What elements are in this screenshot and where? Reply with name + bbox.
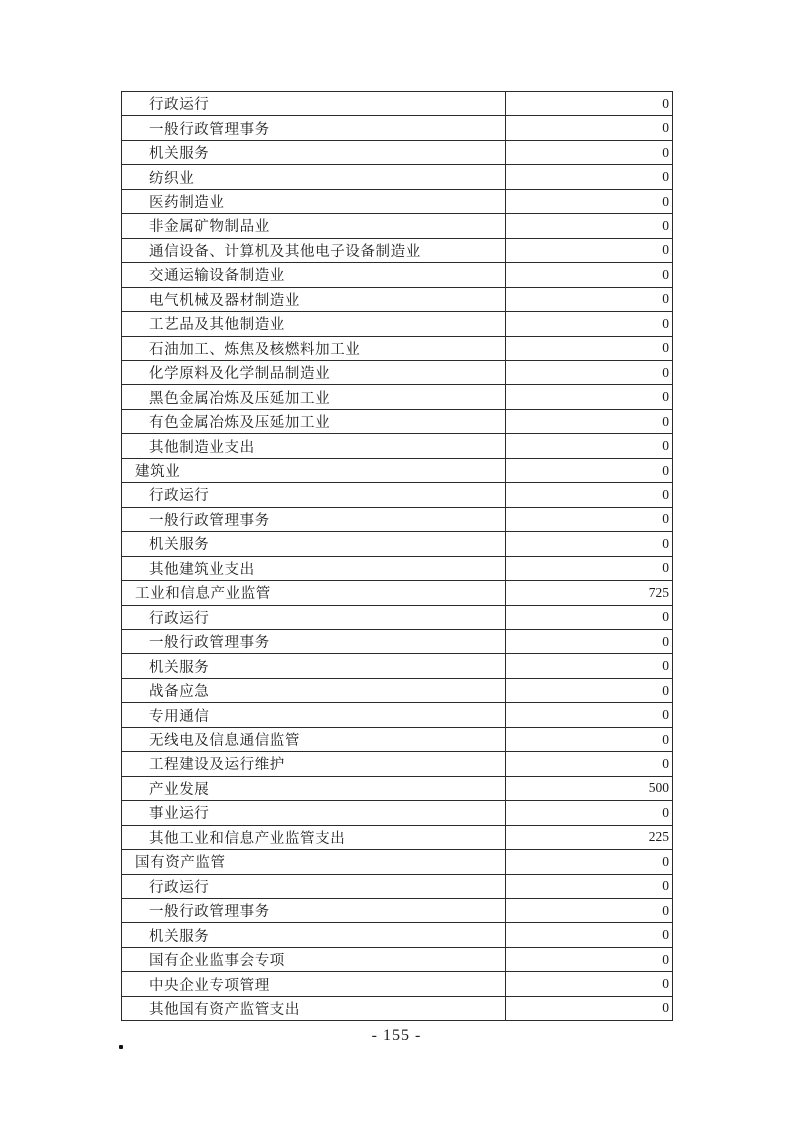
amount-cell: 0 [662, 266, 669, 282]
table-row [122, 972, 672, 996]
category-cell: 战备应急 [122, 679, 506, 702]
category-cell: 行政运行 [122, 483, 506, 506]
category-cell: 其他工业和信息产业监管支出 [122, 826, 506, 849]
category-cell: 一般行政管理事务 [122, 508, 506, 531]
amount-cell: 0 [662, 169, 669, 185]
amount-cell: 0 [662, 535, 669, 551]
category-cell: 行政运行 [122, 875, 506, 898]
table-row [122, 581, 672, 605]
amount-cell: 0 [662, 438, 669, 454]
table-row [122, 92, 672, 116]
table-row [122, 801, 672, 825]
category-cell: 机关服务 [122, 141, 506, 164]
category-cell: 建筑业 [122, 459, 506, 482]
category-cell: 机关服务 [122, 654, 506, 677]
category-cell: 行政运行 [122, 606, 506, 629]
amount-cell: 0 [662, 927, 669, 943]
category-cell: 事业运行 [122, 801, 506, 824]
amount-cell: 0 [662, 731, 669, 747]
category-cell: 工程建设及运行维护 [122, 752, 506, 775]
table-row [122, 116, 672, 140]
category-cell: 有色金属冶炼及压延加工业 [122, 410, 506, 433]
amount-cell: 0 [662, 193, 669, 209]
amount-cell: 0 [662, 560, 669, 576]
category-cell: 国有企业监事会专项 [122, 948, 506, 971]
table-row [122, 288, 672, 312]
table-row [122, 361, 672, 385]
scan-artifact-dot [119, 1045, 123, 1049]
table-row [122, 410, 672, 434]
amount-cell: 0 [662, 658, 669, 674]
table-row [122, 654, 672, 678]
table-row [122, 826, 672, 850]
amount-cell: 0 [662, 878, 669, 894]
table-row [122, 899, 672, 923]
category-cell: 交通运输设备制造业 [122, 263, 506, 286]
amount-cell: 0 [662, 242, 669, 258]
table-row [122, 385, 672, 409]
category-cell: 其他制造业支出 [122, 434, 506, 457]
page-number: - 155 - [371, 1027, 422, 1044]
amount-cell: 0 [662, 633, 669, 649]
table-row [122, 948, 672, 972]
budget-expenditure-table [121, 91, 673, 1021]
amount-cell: 0 [662, 364, 669, 380]
amount-cell: 0 [662, 462, 669, 478]
category-cell: 中央企业专项管理 [122, 972, 506, 995]
category-cell: 石油加工、炼焦及核燃料加工业 [122, 337, 506, 360]
amount-cell: 0 [662, 804, 669, 820]
amount-cell: 0 [662, 340, 669, 356]
table-row [122, 679, 672, 703]
amount-cell: 0 [662, 853, 669, 869]
amount-cell: 225 [648, 829, 669, 845]
amount-cell: 0 [662, 217, 669, 233]
table-row [122, 508, 672, 532]
table-row [122, 728, 672, 752]
category-cell: 机关服务 [122, 923, 506, 946]
amount-cell: 0 [662, 511, 669, 527]
amount-cell: 0 [662, 707, 669, 723]
amount-cell: 0 [662, 291, 669, 307]
table-row [122, 459, 672, 483]
amount-cell: 0 [662, 755, 669, 771]
table-row [122, 997, 672, 1020]
table-row [122, 606, 672, 630]
category-cell: 一般行政管理事务 [122, 899, 506, 922]
category-cell: 其他建筑业支出 [122, 557, 506, 580]
table-row [122, 483, 672, 507]
table-row [122, 777, 672, 801]
table-row [122, 214, 672, 238]
amount-cell: 0 [662, 413, 669, 429]
table-row [122, 630, 672, 654]
category-cell: 医药制造业 [122, 190, 506, 213]
amount-cell: 725 [648, 584, 669, 600]
table-row [122, 263, 672, 287]
table-row [122, 752, 672, 776]
table-row [122, 239, 672, 263]
category-cell: 非金属矿物制品业 [122, 214, 506, 237]
table-row [122, 923, 672, 947]
amount-cell: 0 [662, 120, 669, 136]
category-cell: 国有资产监管 [122, 850, 506, 873]
table-row [122, 703, 672, 727]
category-cell: 专用通信 [122, 703, 506, 726]
table-row [122, 337, 672, 361]
amount-cell: 0 [662, 609, 669, 625]
category-cell: 行政运行 [122, 92, 506, 115]
amount-cell: 0 [662, 95, 669, 111]
table-row [122, 312, 672, 336]
table-row [122, 434, 672, 458]
amount-cell: 0 [662, 682, 669, 698]
category-cell: 无线电及信息通信监管 [122, 728, 506, 751]
amount-cell: 0 [662, 951, 669, 967]
amount-cell: 0 [662, 315, 669, 331]
amount-cell: 0 [662, 1000, 669, 1016]
category-cell: 一般行政管理事务 [122, 630, 506, 653]
category-cell: 纺织业 [122, 165, 506, 188]
category-cell: 一般行政管理事务 [122, 116, 506, 139]
category-cell: 化学原料及化学制品制造业 [122, 361, 506, 384]
table-row [122, 141, 672, 165]
table-row [122, 190, 672, 214]
table-row [122, 875, 672, 899]
category-cell: 产业发展 [122, 777, 506, 800]
table-row [122, 165, 672, 189]
category-cell: 其他国有资产监管支出 [122, 997, 506, 1020]
category-cell: 通信设备、计算机及其他电子设备制造业 [122, 239, 506, 262]
amount-cell: 0 [662, 144, 669, 160]
table-row [122, 850, 672, 874]
category-cell: 电气机械及器材制造业 [122, 288, 506, 311]
category-cell: 工业和信息产业监管 [122, 581, 506, 604]
category-cell: 机关服务 [122, 532, 506, 555]
table-row [122, 532, 672, 556]
amount-cell: 0 [662, 902, 669, 918]
amount-cell: 0 [662, 976, 669, 992]
category-cell: 黑色金属冶炼及压延加工业 [122, 385, 506, 408]
amount-cell: 0 [662, 389, 669, 405]
amount-cell: 500 [648, 780, 669, 796]
amount-cell: 0 [662, 486, 669, 502]
category-cell: 工艺品及其他制造业 [122, 312, 506, 335]
table-row [122, 557, 672, 581]
